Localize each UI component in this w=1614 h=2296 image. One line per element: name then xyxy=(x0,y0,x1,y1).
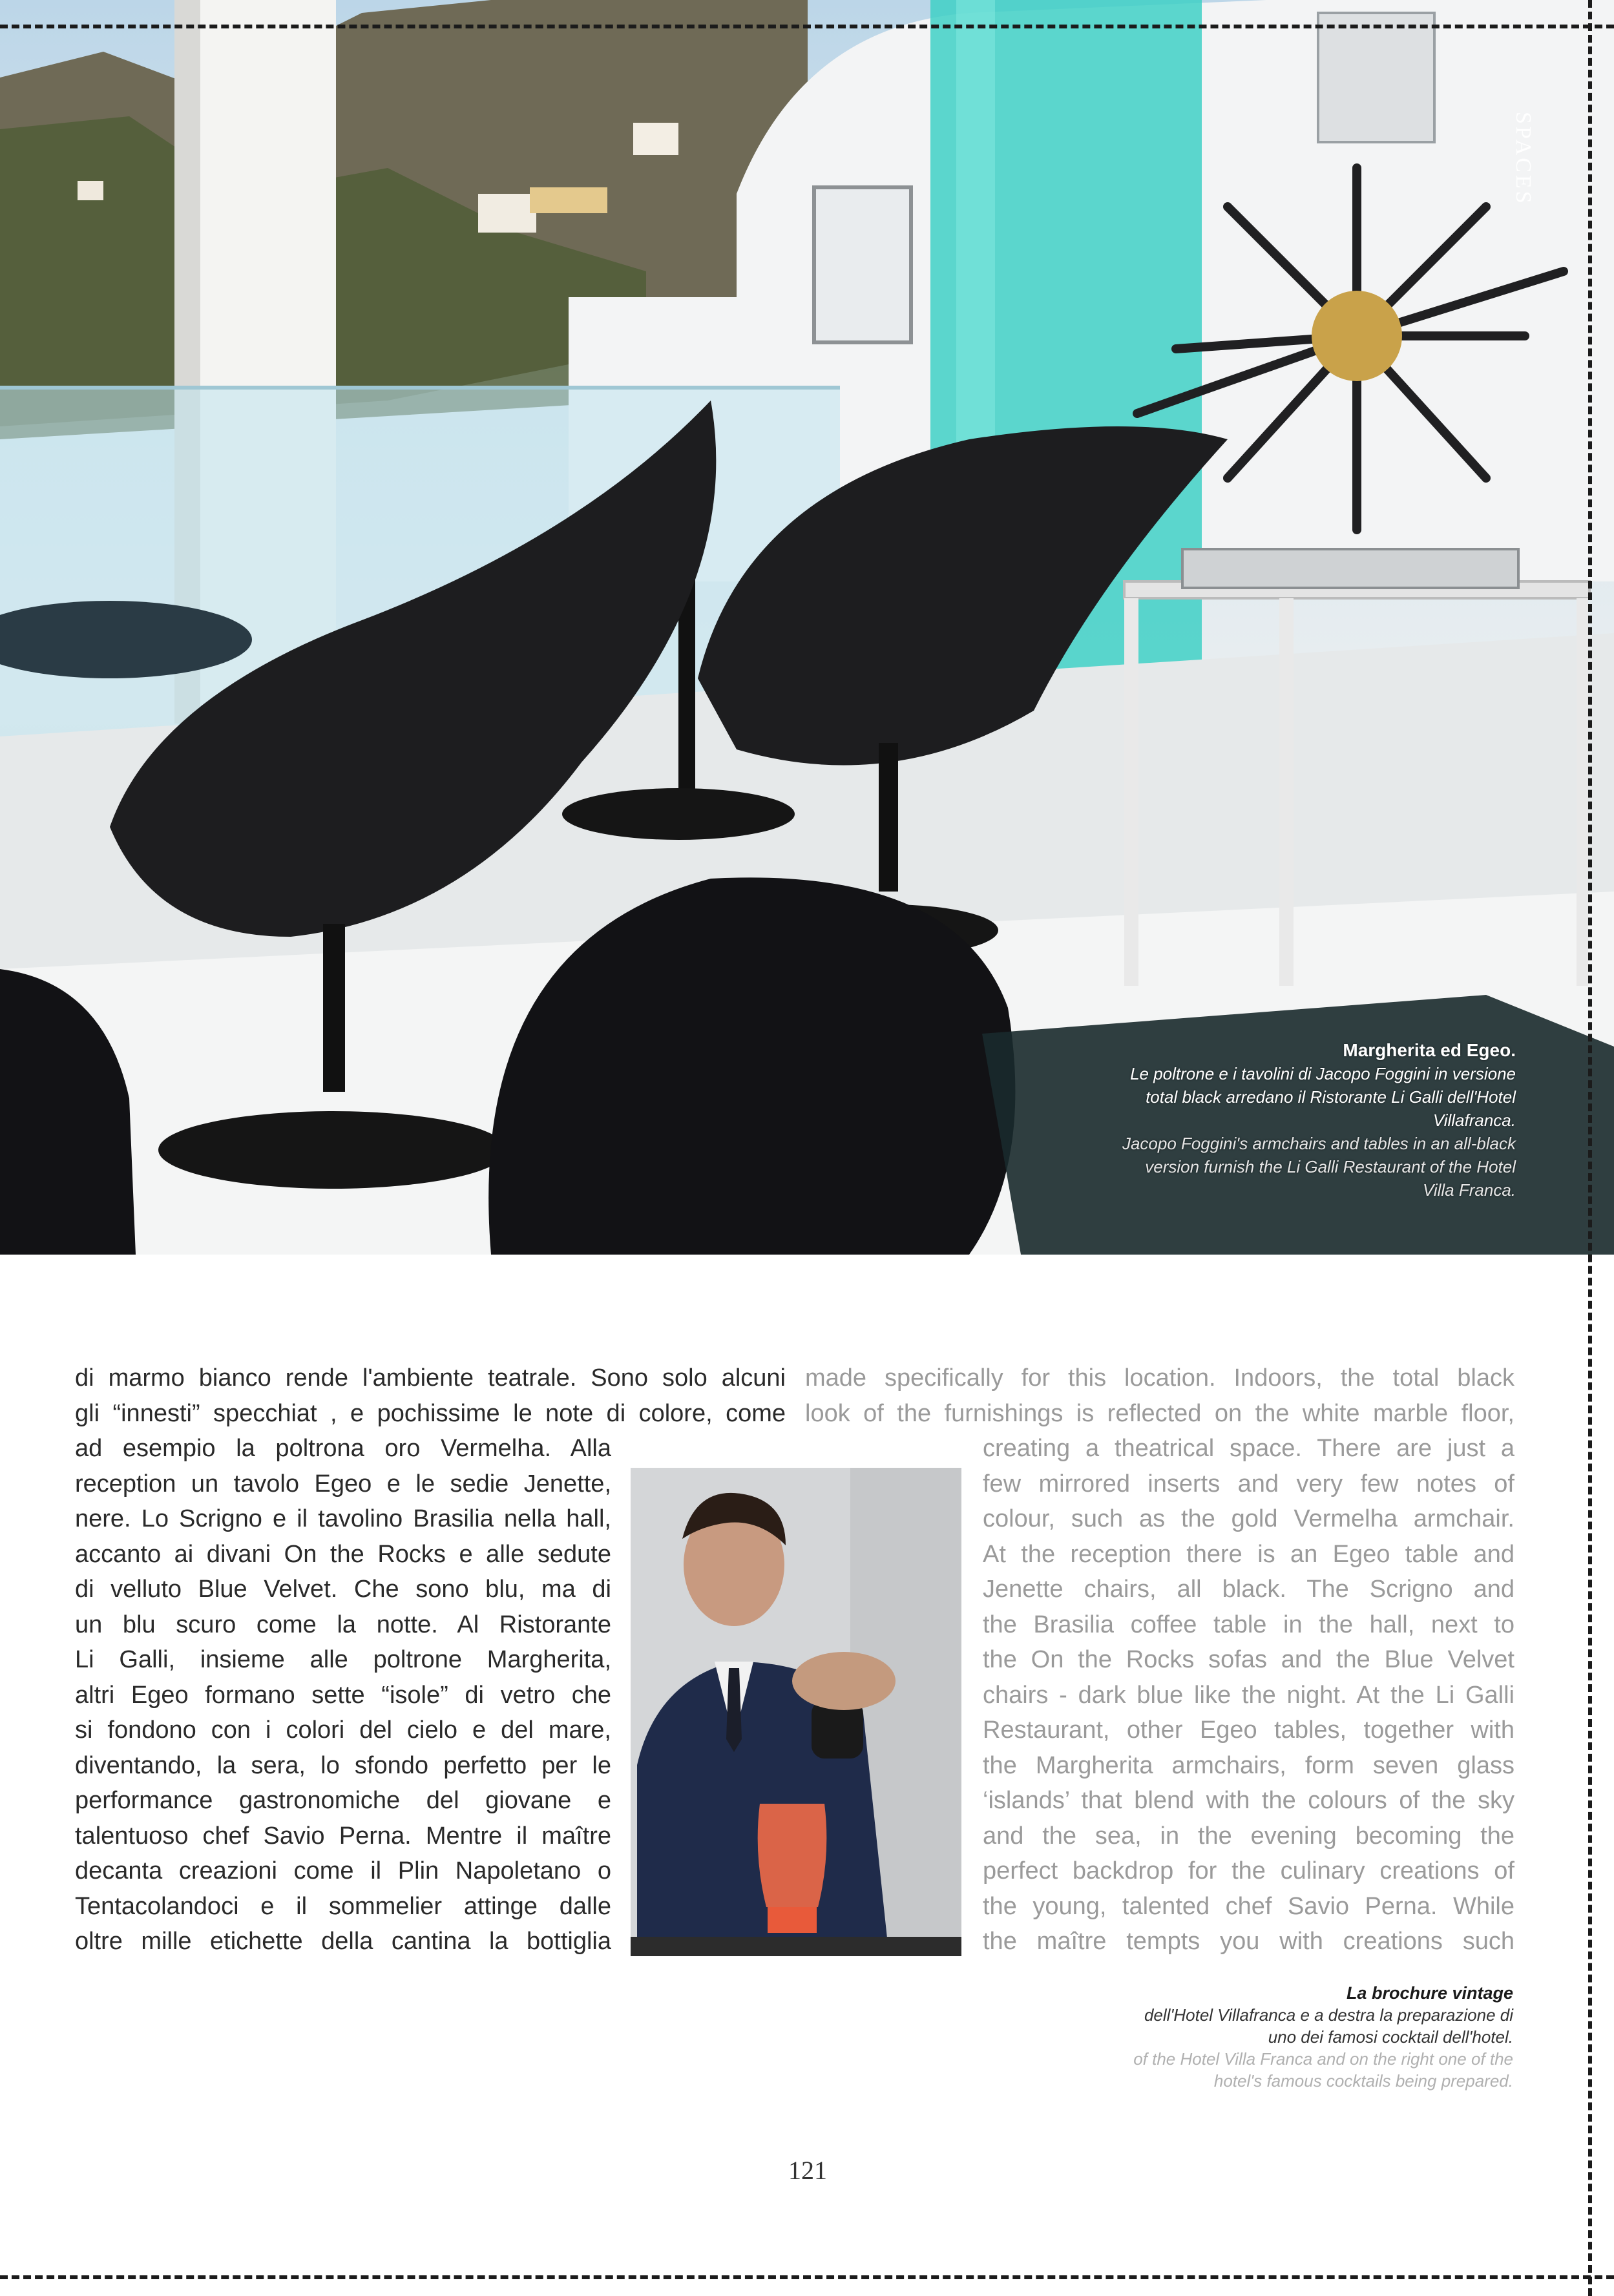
text-line: Li Galli, insieme alle poltrone Margherita, xyxy=(75,1646,611,1673)
text-line: few mirrored inserts and very few notes of xyxy=(983,1470,1514,1498)
text-line: un blu scuro come la notte. Al Ristorante xyxy=(75,1611,611,1638)
text-line: talentuoso chef Savio Perna. Mentre il maître xyxy=(75,1822,611,1850)
hero-caption-title: Margherita ed Egeo. xyxy=(1343,1040,1516,1060)
house xyxy=(530,187,607,213)
house xyxy=(478,194,536,233)
house xyxy=(633,123,678,155)
cocktail-glass xyxy=(758,1804,827,1907)
page-number: 121 xyxy=(788,2156,827,2185)
sculpture-base xyxy=(1182,549,1518,588)
table-leg xyxy=(1577,598,1588,986)
text-line: decanta creazioni come il Plin Napoletano o xyxy=(75,1857,611,1884)
trim-line-top xyxy=(0,25,1614,28)
house xyxy=(78,181,103,200)
text-line: ad esempio la poltrona oro Vermelha. Alla xyxy=(75,1435,611,1462)
text-line: the maître tempts you with creations such xyxy=(983,1928,1514,1955)
text-line: oltre mille etichette della cantina la bottiglia xyxy=(75,1928,611,1955)
photo-caption-english: of the Hotel Villa Franca and on the right one of the hotel's famous cocktails being prepared. xyxy=(1133,2049,1513,2091)
text-line: perfect backdrop for the culinary creations of xyxy=(983,1857,1514,1884)
trim-line-right xyxy=(1588,0,1592,2296)
text-line: ‘islands’ that blend with the colours of the sky xyxy=(983,1787,1514,1814)
hero-caption-italian: Le poltrone e i tavolini di Jacopo Foggini in versione total black arredano il Ristorante Li Galli dell'Hotel Villafranca. xyxy=(1130,1064,1516,1130)
hero-caption xyxy=(1115,1039,1516,1202)
text-line: nere. Lo Scrigno e il tavolino Brasilia nella hall, xyxy=(75,1505,611,1532)
tie xyxy=(726,1668,742,1752)
text-line: chairs - dark blue like the night. At the Li Galli xyxy=(983,1681,1514,1709)
table-leg xyxy=(1279,598,1294,986)
bartender-photo xyxy=(631,1468,961,1956)
wall-light xyxy=(1318,13,1434,142)
text-line: altri Egeo formano sette “isole” di vetro che xyxy=(75,1681,611,1709)
table-base xyxy=(562,788,795,840)
text-line: the Margherita armchairs, form seven glass xyxy=(983,1751,1514,1779)
text-line: gli “innesti” specchiat , e pochissime le note di colore, come xyxy=(75,1399,786,1427)
photo-caption-italian: dell'Hotel Villafranca e a destra la preparazione di uno dei famosi cocktail dell'hotel. xyxy=(1144,2005,1513,2047)
sculpture-core xyxy=(1312,291,1402,381)
text-line: the On the Rocks sofas and the Blue Velvet xyxy=(983,1646,1514,1673)
text-line: made specifically for this location. Indoors, the total black xyxy=(805,1364,1514,1392)
text-line: Restaurant, other Egeo tables, together with xyxy=(983,1717,1514,1744)
trim-line-bottom xyxy=(0,2275,1614,2279)
section-label: SPACES xyxy=(1511,112,1535,206)
text-line: diventando, la sera, lo sfondo perfetto per le xyxy=(75,1751,611,1779)
hero-caption-english: Jacopo Foggini's armchairs and tables in an all-black version furnish the Li Galli Restaurant of the Hotel Villa Franca. xyxy=(1122,1134,1516,1200)
chair-stem xyxy=(879,743,898,892)
text-line: Tentacolandoci e il sommelier attinge dalle xyxy=(75,1892,611,1920)
hands xyxy=(792,1652,896,1710)
text-line: colour, such as the gold Vermelha armchair. xyxy=(983,1505,1514,1532)
bar-counter xyxy=(631,1937,961,1956)
text-line: creating a theatrical space. There are just a xyxy=(983,1435,1514,1462)
text-line: reception un tavolo Egeo e le sedie Jenette, xyxy=(75,1470,611,1498)
text-line: si fondono con i colori del cielo e del mare, xyxy=(75,1717,611,1744)
text-line: and the sea, in the evening becoming the xyxy=(983,1822,1514,1850)
text-line: accanto ai divani On the Rocks e alle sedute xyxy=(75,1540,611,1568)
photo-caption-title: La brochure vintage xyxy=(1346,1983,1513,2003)
text-line: the Brasilia coffee table in the hall, next to xyxy=(983,1611,1514,1638)
table-leg xyxy=(1124,598,1138,986)
text-line: At the reception there is an Egeo table and xyxy=(983,1540,1514,1568)
photo-caption xyxy=(1126,1982,1513,2092)
lantern xyxy=(814,187,911,342)
chair-base xyxy=(158,1111,507,1189)
text-line: look of the furnishings is reflected on the white marble floor, xyxy=(805,1399,1514,1427)
chair-stem xyxy=(323,924,345,1092)
text-line: performance gastronomiche del giovane e xyxy=(75,1787,611,1814)
text-line: the young, talented chef Savio Perna. While xyxy=(983,1892,1514,1920)
text-line: di marmo bianco rende l'ambiente teatrale. Sono solo alcuni xyxy=(75,1364,786,1392)
glass-foot xyxy=(768,1907,817,1933)
bartender-illustration xyxy=(631,1468,961,1956)
text-line: Jenette chairs, all black. The Scrigno and xyxy=(983,1576,1514,1603)
text-line: di velluto Blue Velvet. Che sono blu, ma di xyxy=(75,1576,611,1603)
